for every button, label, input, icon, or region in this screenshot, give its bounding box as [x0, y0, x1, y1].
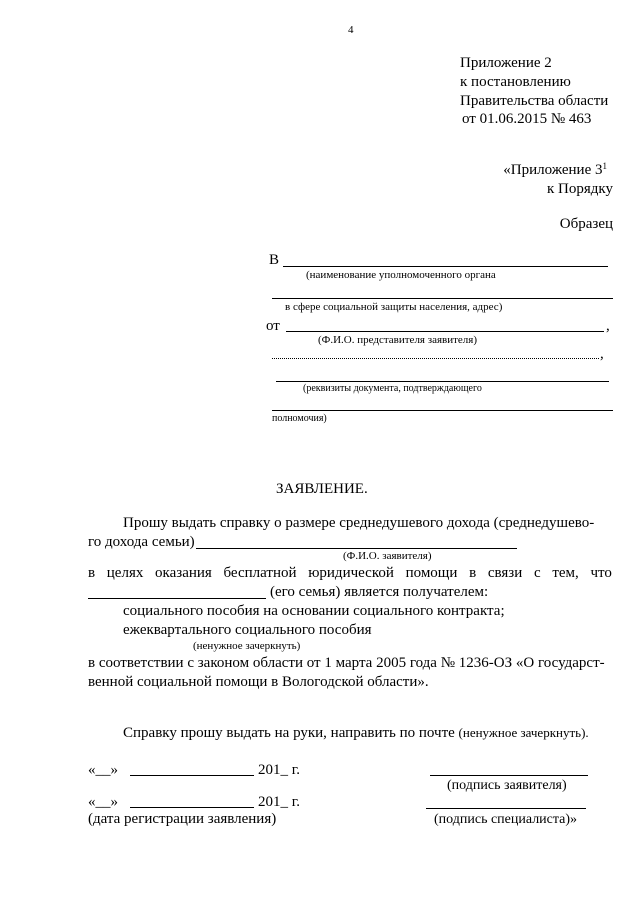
fio-applicant-hint: (Ф.И.О. заявителя): [343, 550, 432, 562]
sphere-hint: в сфере социальной защиты населения, адрес): [285, 301, 503, 313]
to-field-line[interactable]: [283, 266, 608, 267]
specialist-signature-hint: (подпись специалиста)»: [434, 812, 578, 827]
attachment-line-2: к постановлению: [460, 74, 571, 90]
powers-hint: полномочия): [272, 413, 327, 424]
applicant-signature-line[interactable]: [430, 775, 588, 776]
date2-quote: «__»: [88, 794, 118, 810]
strike-hint: (ненужное зачеркнуть): [193, 640, 301, 652]
option-1[interactable]: социального пособия на основании социального контракта;: [123, 603, 505, 619]
body-p2-line-1: [88, 566, 612, 581]
attachment3-line-1: [503, 163, 607, 178]
delivery-main: Справку прошу выдать на руки, направить по почте: [123, 725, 459, 741]
p2-word: что: [590, 565, 612, 581]
to-hint: (наименование уполномоченного органа: [306, 269, 496, 281]
p2-word: в: [88, 565, 96, 581]
option-2[interactable]: ежеквартального социального пособия: [123, 622, 372, 638]
date2-field-line[interactable]: [130, 807, 254, 808]
document-title: ЗАЯВЛЕНИЕ.: [276, 481, 368, 497]
body-p2-line-2: (его семья) является получателем:: [270, 584, 489, 600]
p2-word: в: [469, 565, 477, 581]
p2-word: целях: [106, 565, 144, 581]
p2-word: юридической: [308, 565, 394, 581]
sample-label: Образец: [559, 216, 613, 232]
p2-word: с: [533, 565, 541, 581]
family-field-line[interactable]: [88, 598, 266, 599]
delivery-line: [123, 725, 589, 741]
doc-field-line[interactable]: [276, 381, 609, 382]
from-comma: ,: [606, 318, 610, 334]
doc-hint: (реквизиты документа, подтверждающего: [303, 383, 482, 394]
attachment3-sup: 1: [602, 161, 607, 171]
date1-quote: «__»: [88, 762, 118, 778]
page-number: 4: [348, 24, 354, 36]
year1: 201_ г.: [258, 762, 300, 778]
powers-field-line[interactable]: [272, 410, 613, 411]
attachment-line-1: Приложение 2: [460, 55, 552, 71]
rep-comma: ,: [600, 346, 604, 362]
fio-rep-hint: (Ф.И.О. представителя заявителя): [318, 334, 478, 346]
p2-word: оказания: [155, 565, 212, 581]
p2-word: связи: [487, 565, 523, 581]
year2: 201_ г.: [258, 794, 300, 810]
law-line-2: венной социальной помощи в Вологодской области».: [88, 674, 429, 690]
delivery-hint: (ненужное зачеркнуть).: [458, 725, 589, 740]
from-prefix: от: [266, 318, 280, 334]
attachment3-line-2: к Порядку: [547, 181, 613, 197]
sphere-field-line[interactable]: [272, 298, 613, 299]
specialist-signature-line[interactable]: [426, 808, 586, 809]
registration-date-hint: (дата регистрации заявления): [88, 811, 277, 827]
attachment-line-3: Правительства области: [460, 93, 609, 109]
rep-field-line[interactable]: [272, 358, 599, 359]
p2-word: тем,: [552, 565, 579, 581]
fio-applicant-field-line[interactable]: [196, 548, 517, 549]
p2-word: помощи: [405, 565, 458, 581]
body-p1-line-2: го дохода семьи): [88, 534, 195, 550]
to-prefix: В: [269, 252, 280, 268]
date1-field-line[interactable]: [130, 775, 254, 776]
from-field-line[interactable]: [286, 331, 604, 332]
p2-word: бесплатной: [223, 565, 297, 581]
applicant-signature-hint: (подпись заявителя): [447, 778, 567, 793]
law-line-1: в соответствии с законом области от 1 марта 2005 года № 1236-ОЗ «О государст-: [88, 655, 605, 671]
attachment3-prefix: «Приложение 3: [503, 162, 603, 178]
body-p1-line-1: Прошу выдать справку о размере среднедушевого дохода (среднедушево-: [123, 515, 595, 531]
attachment-line-4: от 01.06.2015 № 463: [462, 111, 592, 127]
